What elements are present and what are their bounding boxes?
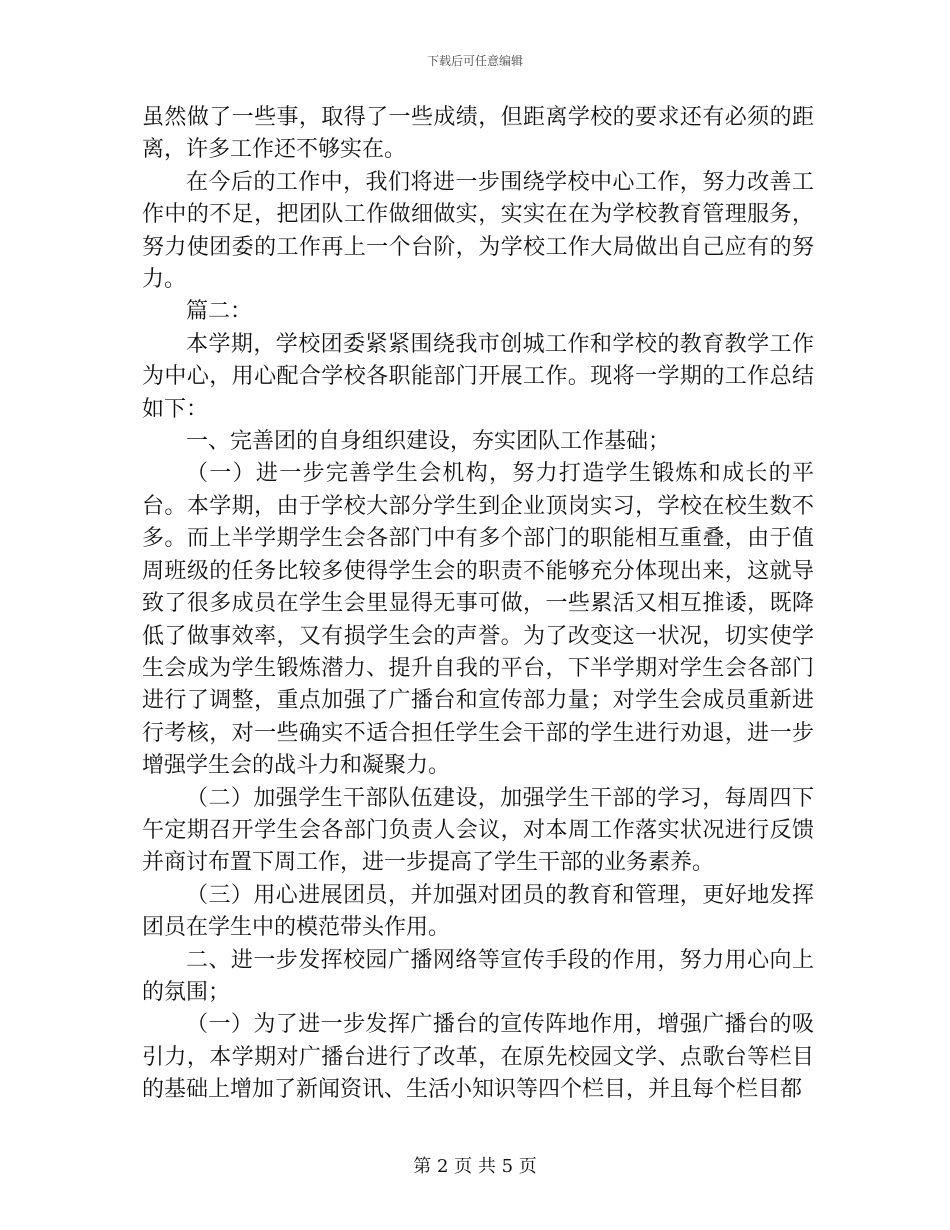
paragraph: 本学期，学校团委紧紧围绕我市创城工作和学校的教育教学工作为中心，用心配合学校各职能部门开展工作。现将一学期的工作总结如下： xyxy=(142,331,814,422)
page-header: 下载后可任意编辑 xyxy=(426,54,523,68)
page-number: 第 2 页 共 5 页 xyxy=(413,1156,537,1177)
section-heading: 二、进一步发挥校园广播网络等宣传手段的作用，努力用心向上的氛围； xyxy=(142,947,814,1005)
paragraph: （一）进一步完善学生会机构，努力打造学生锻炼和成长的平台。本学期，由于学校大部分学生到企业顶岗实习，学校在校生数不多。而上半学期学生会各部门中有多个部门的职能相互重叠，由于值周班级的任务比较多使得学生会的职责不能够充分体现出来，这就导致了很多成员在学生会里显得无事可做，一些累活又相互推诿，既降低了做事效率，又有损学生会的声誉。为了改变这一状况，切实使学生会成为学生锻炼潜力、提升自我的平台，下半学期对学生会各部门进行了调整，重点加强了广播台和宣传部力量；对学生会成员重新进行考核，对一些确实不适合担任学生会干部的学生进行劝退，进一步增强学生会的战斗力和凝聚力。 xyxy=(142,461,814,779)
paragraph: 在今后的工作中，我们将进一步围绕学校中心工作，努力改善工作中的不足，把团队工作做细做实，实实在在为学校教育管理服务，努力使团委的工作再上一个台阶，为学校工作大局做出自己应有的努力。 xyxy=(142,169,814,293)
paragraph: 虽然做了一些事，取得了一些成绩，但距离学校的要求还有必须的距离，许多工作还不够实在。 xyxy=(142,105,814,163)
paragraph: （一）为了进一步发挥广播台的宣传阵地作用，增强广播台的吸引力，本学期对广播台进行了改革，在原先校园文学、点歌台等栏目的基础上增加了新闻资讯、生活小知识等四个栏目，并且每个栏目都 xyxy=(142,1012,814,1103)
section-heading: 一、完善团的自身组织建设，夯实团队工作基础； xyxy=(186,429,671,455)
section-heading: 篇二： xyxy=(186,299,253,325)
document-body xyxy=(142,102,814,1107)
paragraph: （三）用心进展团员，并加强对团员的教育和管理，更好地发挥团员在学生中的模范带头作用。 xyxy=(142,882,814,941)
paragraph: （二）加强学生干部队伍建设，加强学生干部的学习，每周四下午定期召开学生会各部门负责人会议，对本周工作落实状况进行反馈并商讨布置下周工作，进一步提高了学生干部的业务素养。 xyxy=(142,785,814,876)
